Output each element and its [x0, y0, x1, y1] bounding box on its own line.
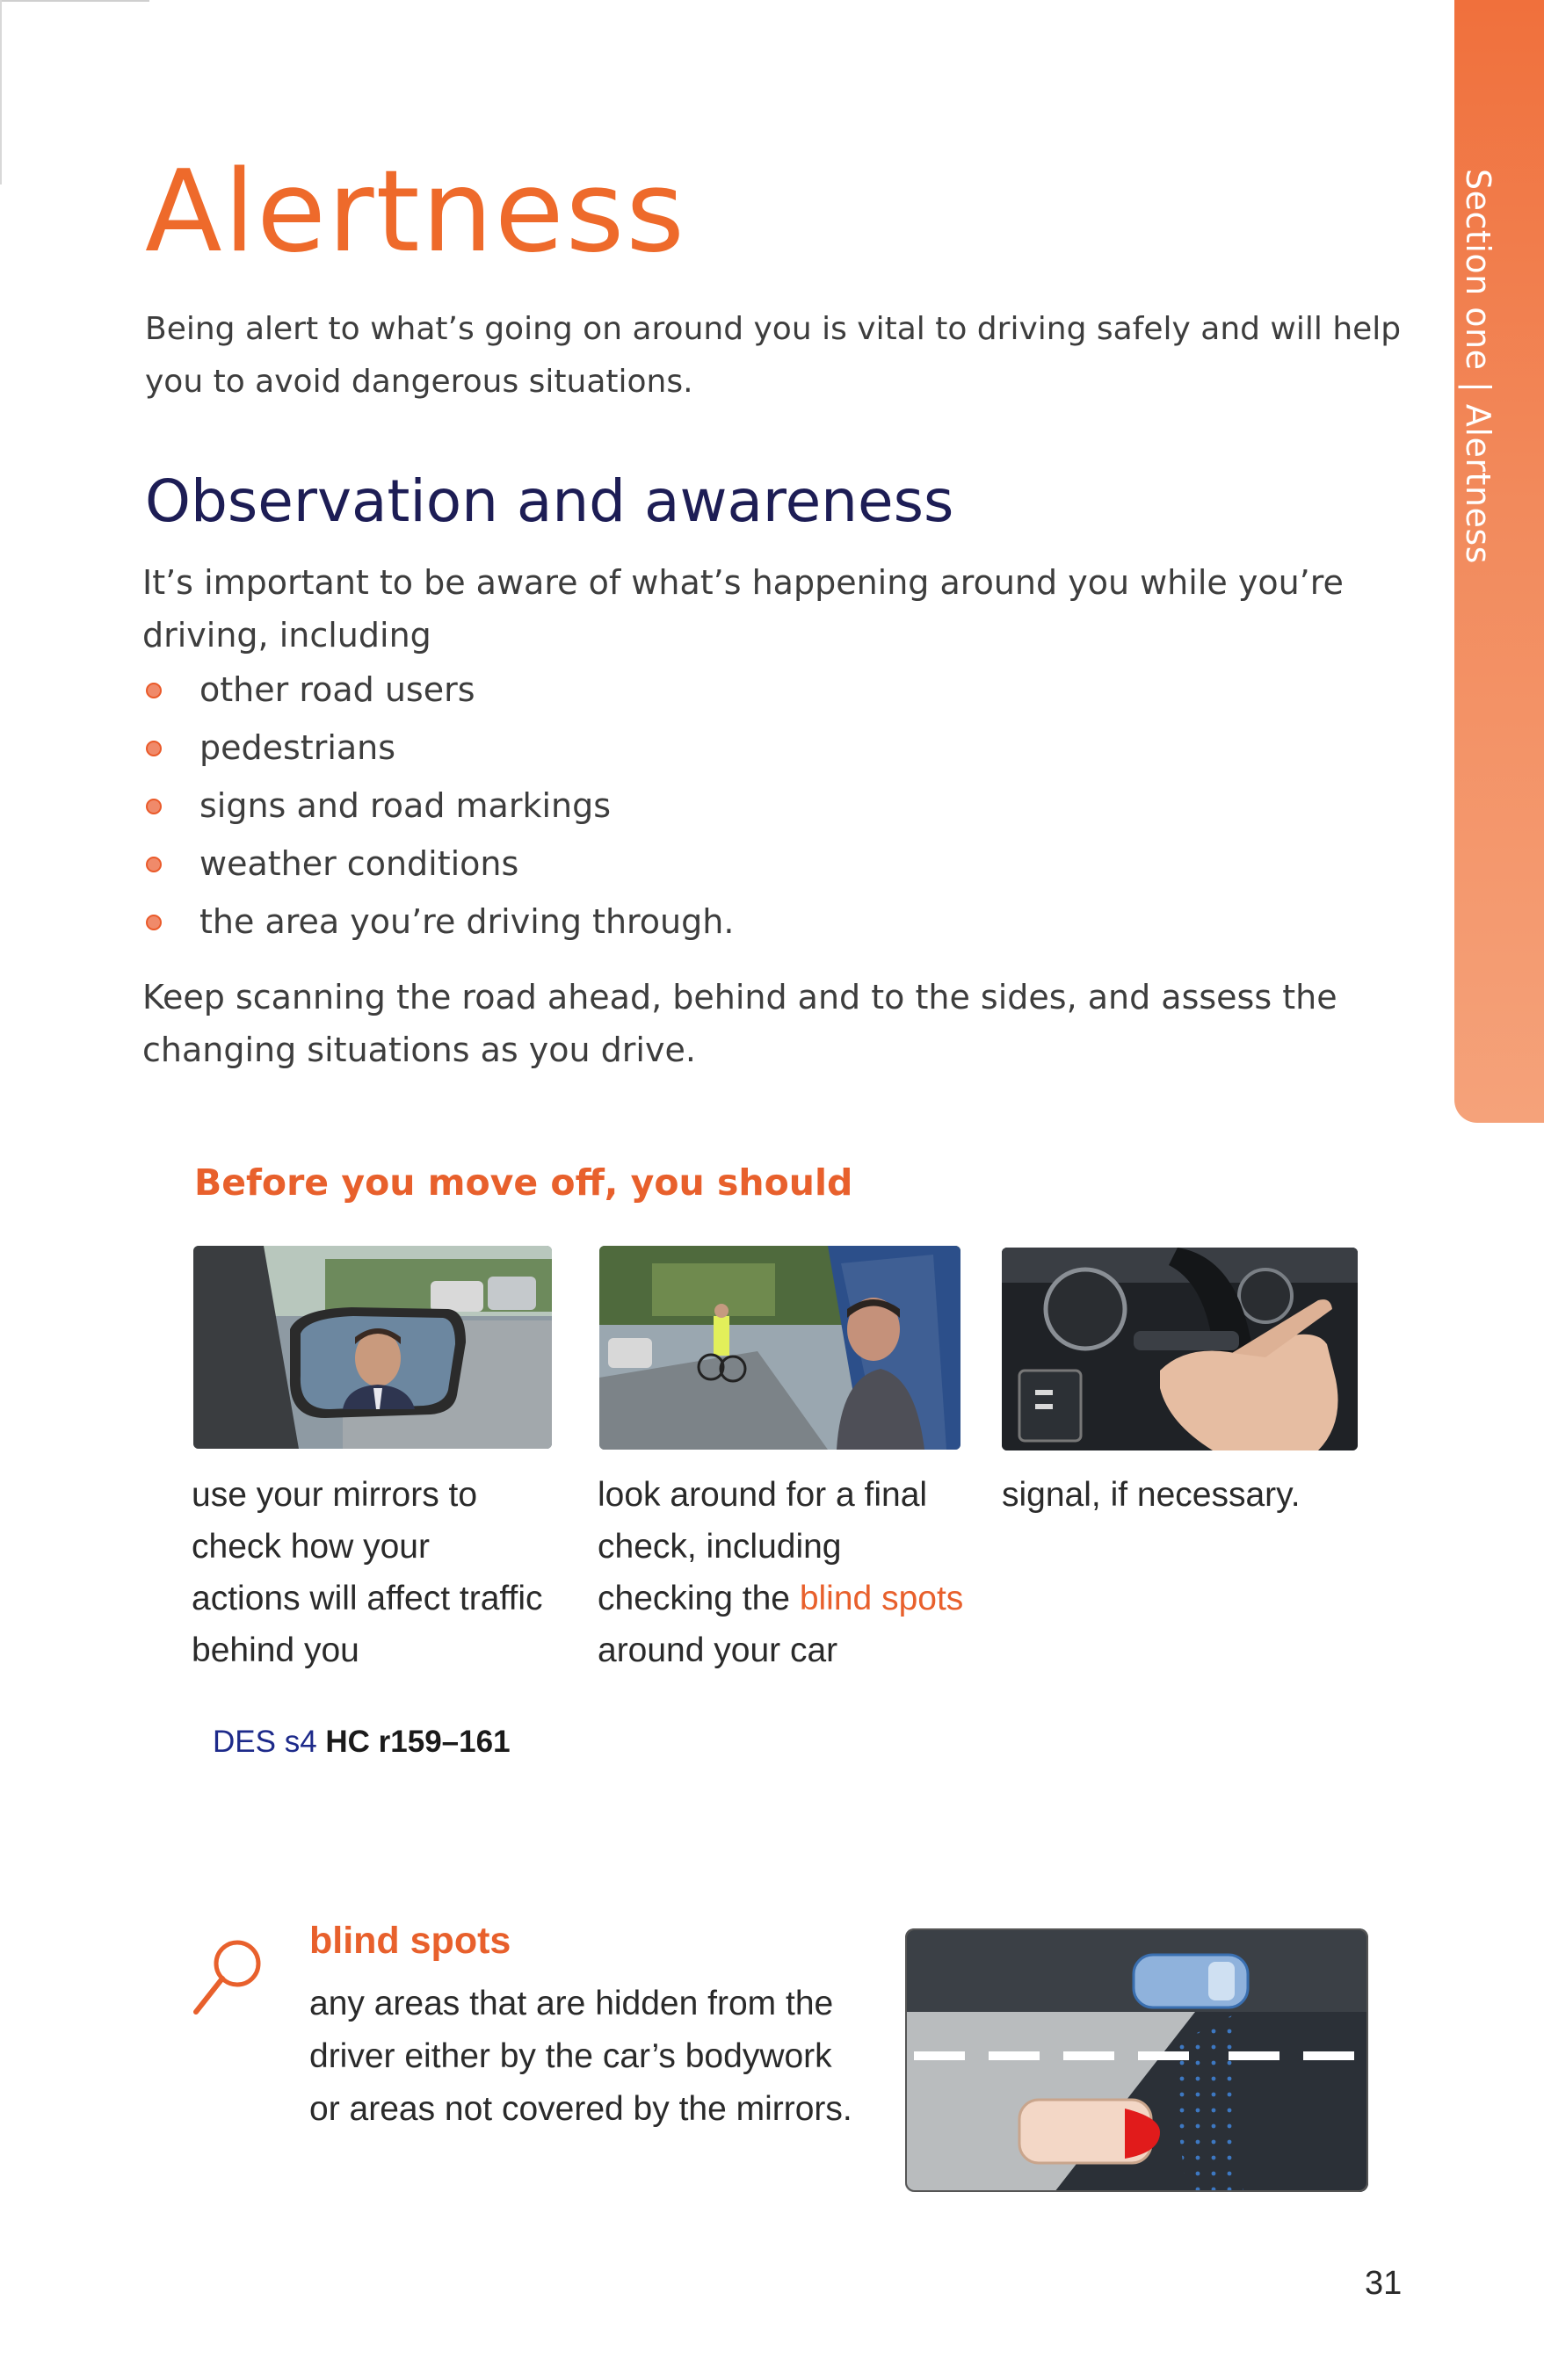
mirror-illustration	[193, 1246, 552, 1449]
bullet-dot-icon	[146, 915, 162, 930]
page-number: 31	[1365, 2265, 1403, 2302]
page-title: Alertness	[145, 147, 686, 278]
spots-highlight: spots	[881, 1580, 964, 1617]
scanning-paragraph: Keep scanning the road ahead, behind and to the sides, and assess the changing situations as you drive.	[142, 978, 1337, 1069]
mirror-photo	[193, 1246, 552, 1449]
bullet-dot-icon	[146, 683, 162, 698]
section-tab-label: Section one | Alertness	[1459, 169, 1497, 564]
mirrors-caption: use your mirrors to check how your actions will affect traffic behind you	[192, 1476, 543, 1669]
top-rule	[0, 0, 149, 2]
before-heading: Before you move off, you should	[194, 1161, 853, 1204]
look-around-illustration	[599, 1246, 960, 1450]
signal-caption: signal, if necessary.	[1002, 1476, 1301, 1514]
look-caption-end: around your car	[598, 1631, 838, 1669]
list-item-text: the area you’re driving through.	[199, 902, 735, 941]
left-rule	[0, 0, 2, 184]
list-item-text: signs and road markings	[199, 786, 612, 825]
bullet-dot-icon	[146, 857, 162, 872]
bullet-dot-icon	[146, 799, 162, 814]
list-item-text: weather conditions	[199, 844, 519, 883]
list-item-text: other road users	[199, 670, 475, 709]
section-heading: Observation and awareness	[145, 467, 954, 535]
list-item	[141, 893, 734, 951]
look-around-caption	[598, 1469, 967, 1676]
signal-illustration	[1002, 1248, 1358, 1450]
list-item	[141, 719, 734, 777]
bullet-dot-icon	[146, 741, 162, 756]
list-item	[141, 777, 734, 835]
list-item-text: pedestrians	[199, 728, 396, 767]
look-around-photo	[599, 1246, 960, 1450]
list-item	[141, 835, 734, 893]
look-caption-text: look around for a final check, including checking the	[598, 1476, 928, 1617]
list-item	[141, 661, 734, 719]
hc-reference: HC r159–161	[325, 1725, 511, 1759]
des-reference: DES s4	[213, 1725, 317, 1759]
awareness-paragraph: It’s important to be aware of what’s happening around you while you’re driving, including	[142, 563, 1344, 655]
blind-highlight: blind	[799, 1580, 873, 1617]
signal-photo	[1002, 1248, 1358, 1450]
glossary-term: blind spots	[309, 1920, 511, 1962]
awareness-list	[141, 661, 734, 951]
reference-line	[213, 1725, 511, 1760]
intro-text: Being alert to what’s going on around you is vital to driving safely and will help you to avoid dangerous situations.	[145, 311, 1402, 400]
magnifier-icon	[189, 1933, 268, 2029]
blind-spot-diagram	[905, 1928, 1368, 2192]
glossary-definition: any areas that are hidden from the driver either by the car’s bodywork or areas not covered by the mirrors.	[309, 1985, 852, 2128]
